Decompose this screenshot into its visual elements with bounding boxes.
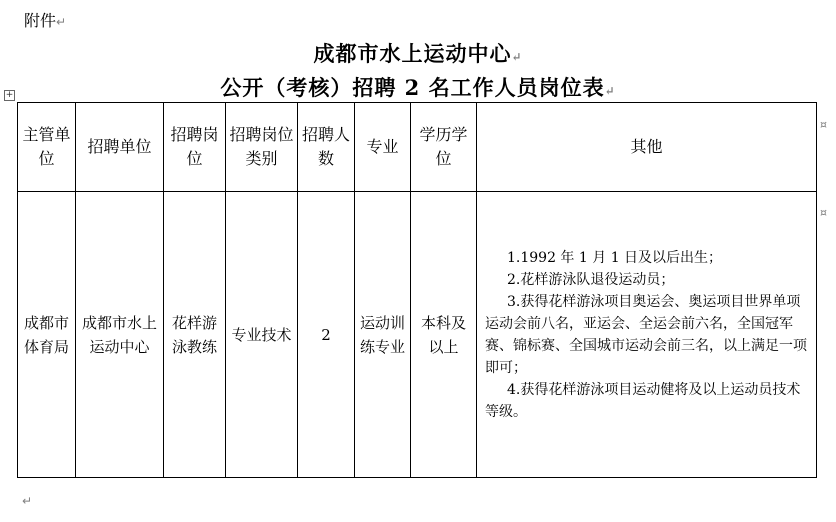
table-row bbox=[18, 192, 817, 478]
requirement-item: 2.花样游泳队退役运动员； bbox=[507, 271, 675, 288]
category-cell: 专业技术 bbox=[226, 192, 298, 478]
header-cell: 招聘人数 bbox=[298, 103, 355, 192]
page-subtitle: 公开（考核）招聘 2 名工作人员岗位表↵ bbox=[220, 75, 616, 100]
header-cell: 其他 bbox=[477, 103, 817, 192]
positions-table bbox=[17, 102, 817, 478]
header-cell: 招聘岗位类别 bbox=[226, 103, 298, 192]
paragraph-mark: ↵ bbox=[22, 494, 33, 508]
requirement-item: 3.获得花样游泳项目奥运会、奥运项目世界单项运动会前八名，亚运会、全运会前六名，全国冠军赛、锦标赛、全国城市运动会前三名，以上满足一项即可； bbox=[485, 293, 807, 376]
position-cell: 花样游泳教练 bbox=[164, 192, 226, 478]
major-cell: 运动训练专业 bbox=[355, 192, 411, 478]
header-cell: 学历学位 bbox=[411, 103, 477, 192]
header-cell: 招聘单位 bbox=[76, 103, 164, 192]
education-cell: 本科及以上 bbox=[411, 192, 477, 478]
count-cell: 2 bbox=[298, 192, 355, 478]
table-move-handle-icon[interactable]: + bbox=[5, 90, 14, 100]
header-cell: 招聘岗位 bbox=[164, 103, 226, 192]
table-header-row bbox=[18, 103, 817, 192]
unit-cell: 成都市水上运动中心 bbox=[76, 192, 164, 478]
row-end-mark: ¤ bbox=[820, 118, 827, 131]
supervisor-cell: 成都市体育局 bbox=[18, 192, 76, 478]
row-end-mark: ¤ bbox=[820, 206, 827, 219]
page-title: 成都市水上运动中心↵ bbox=[313, 41, 523, 66]
requirement-item: 1.1992 年 1 月 1 日及以后出生； bbox=[507, 249, 723, 266]
other-requirements-cell bbox=[477, 192, 817, 478]
header-cell: 主管单位 bbox=[18, 103, 76, 192]
header-cell: 专业 bbox=[355, 103, 411, 192]
requirement-item: 4.获得花样游泳项目运动健将及以上运动员技术等级。 bbox=[485, 381, 801, 420]
attachment-label: 附件↵ bbox=[24, 11, 67, 30]
